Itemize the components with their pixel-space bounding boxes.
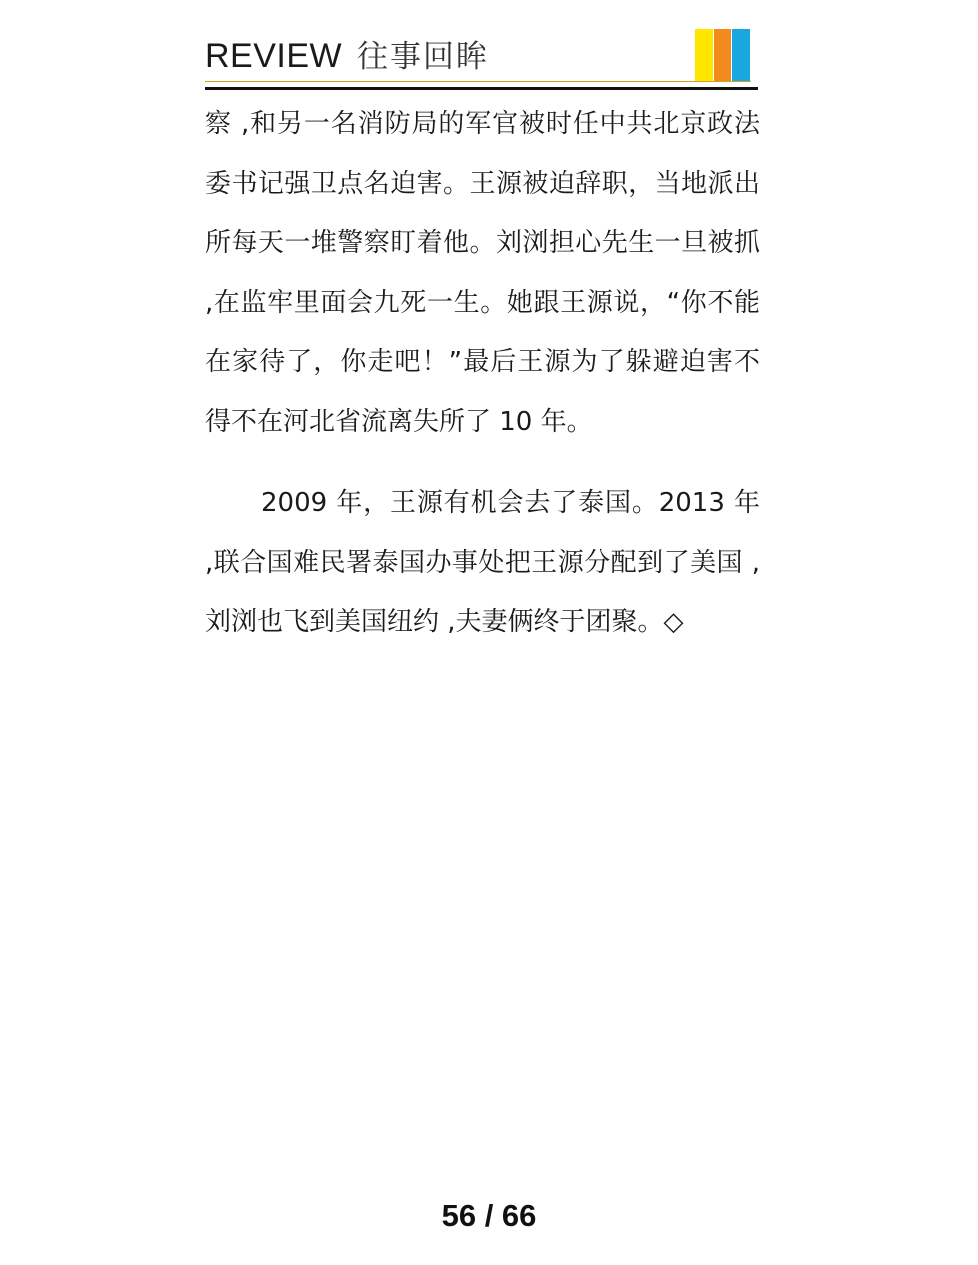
header-divider-black <box>205 87 758 90</box>
section-title: REVIEW <box>205 37 343 75</box>
page-header <box>205 28 758 90</box>
color-bar-logo <box>695 29 751 81</box>
paragraph: 2009 年，王源有机会去了泰国。2013 年 ,联合国难民署泰国办事处把王源分配到了美国 ,刘浏也飞到美国纽约 ,夫妻俩终于团聚。◇ <box>205 488 760 637</box>
page-number: 56 / 66 <box>441 1198 537 1233</box>
header-divider-gold <box>205 81 751 82</box>
orange-bar <box>714 29 732 81</box>
blue-bar <box>732 29 750 81</box>
article-body <box>205 95 760 653</box>
yellow-bar <box>695 29 713 81</box>
paragraph: 察 ,和另一名消防局的军官被时任中共北京政法委书记强卫点名迫害。王源被迫辞职，当地派出所每天一堆警察盯着他。刘浏担心先生一旦被抓 ,在监牢里面会九死一生。她跟王源说，“你不能在家待了，你走吧！”最后王源为了躲避迫害不得不在河北省流离失所了 10 年。 <box>205 109 760 437</box>
section-subtitle: 往事回眸 <box>357 39 489 75</box>
